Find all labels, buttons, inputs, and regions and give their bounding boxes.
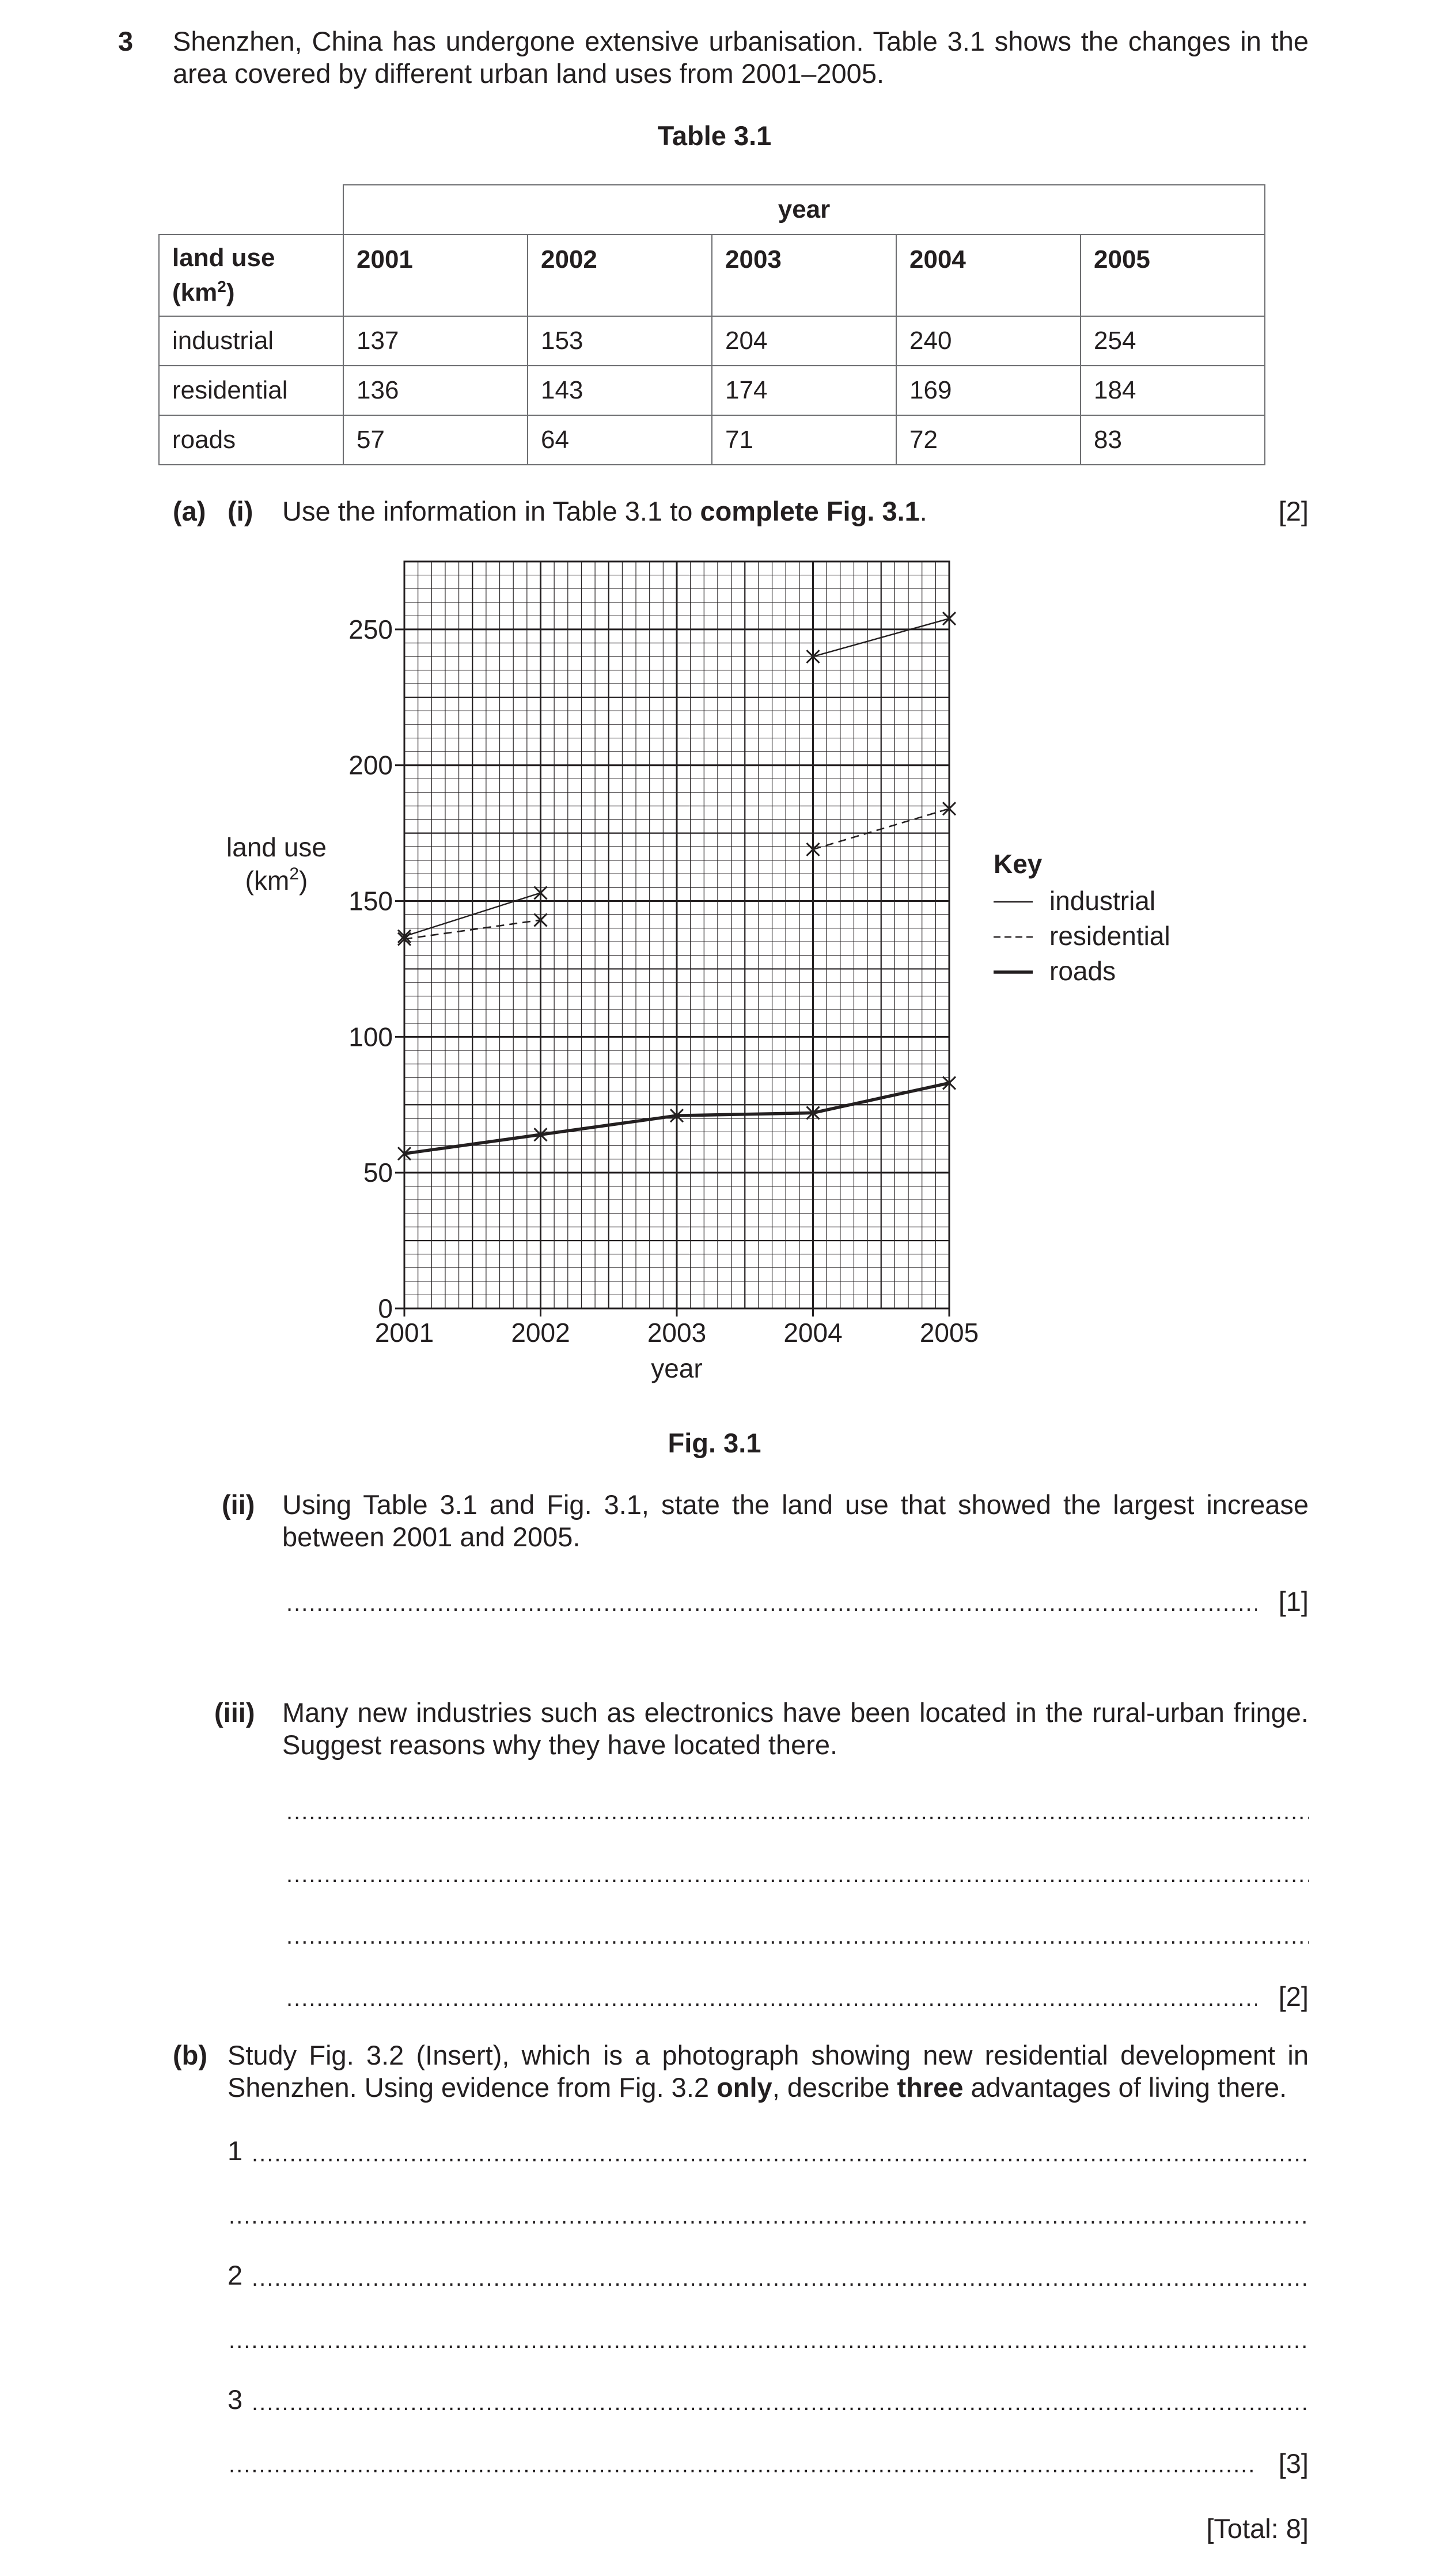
part-a-iii-marks: [2] — [1278, 1981, 1309, 2012]
answer-line[interactable] — [252, 2262, 1309, 2294]
year-col-2001: 2001 — [343, 234, 528, 316]
chart-legend-title: Key — [994, 849, 1043, 879]
table-cell: 169 — [896, 366, 1081, 415]
y-tick-label: 50 — [363, 1158, 393, 1188]
year-col-2002: 2002 — [528, 234, 712, 316]
table-cell: 57 — [343, 415, 528, 465]
answer-number-3: 3 — [228, 2384, 243, 2415]
year-col-2004: 2004 — [896, 234, 1081, 316]
y-tick-label: 0 — [378, 1293, 393, 1323]
answer-line[interactable] — [286, 1920, 1309, 1952]
answer-line[interactable] — [286, 1982, 1257, 2014]
part-b-text — [228, 2039, 1309, 2104]
part-a-i-label: (i) — [228, 496, 253, 526]
table-cell: 137 — [343, 316, 528, 366]
part-a-i-text-bold: complete Fig. 3.1 — [700, 496, 920, 526]
part-a-i-text-before: Use the information in Table 3.1 to — [282, 496, 700, 526]
row-label-roads: roads — [159, 415, 343, 465]
part-b-text-2: , describe — [772, 2072, 897, 2103]
part-a-label: (a) — [173, 496, 206, 526]
chart-x-axis-label: year — [651, 1353, 703, 1383]
chart-legend — [994, 849, 1170, 986]
answer-number-1: 1 — [228, 2135, 243, 2166]
chart-y-axis-label-main: land use — [226, 832, 327, 862]
x-tick-label: 2005 — [919, 1318, 979, 1348]
table-cell: 64 — [528, 415, 712, 465]
row-header-unit-sup: 2 — [217, 277, 226, 295]
answer-line[interactable] — [286, 1796, 1309, 1828]
row-label-residential: residential — [159, 366, 343, 415]
table-cell: 254 — [1081, 316, 1265, 366]
chart-y-axis-label-unit — [245, 864, 308, 896]
chart-y-axis-label-unit-open: (km — [245, 866, 290, 896]
part-b-text-bold-1: only — [717, 2072, 772, 2103]
y-tick-label: 150 — [348, 886, 393, 916]
table-cell: 153 — [528, 316, 712, 366]
legend-label-roads: roads — [1049, 956, 1116, 986]
answer-line[interactable] — [286, 1587, 1257, 1619]
table-cell: 174 — [712, 366, 896, 415]
table-cell: 204 — [712, 316, 896, 366]
part-a-ii-text: Using Table 3.1 and Fig. 3.1, state the land use that showed the largest increase between 2001 and 2005. — [282, 1489, 1309, 1552]
answer-line[interactable] — [229, 2200, 1309, 2232]
table-cell: 240 — [896, 316, 1081, 366]
answer-line[interactable] — [252, 2387, 1309, 2419]
table-cell: 71 — [712, 415, 896, 465]
question-number: 3 — [118, 26, 134, 56]
row-header-main: land use — [172, 243, 275, 272]
part-b-text-bold-2: three — [897, 2072, 964, 2103]
answer-line[interactable] — [229, 2449, 1257, 2481]
x-tick-label: 2002 — [511, 1318, 570, 1348]
table-cell: 83 — [1081, 415, 1265, 465]
part-a-i-marks: [2] — [1278, 496, 1309, 526]
chart-x-ticks — [375, 1308, 979, 1348]
chart-y-axis-label-unit-close: ) — [299, 866, 308, 896]
part-a-iii-text: Many new industries such as electronics have been located in the rural-urban fringe. Suggest reasons why they have located there. — [282, 1697, 1309, 1760]
y-tick-label: 200 — [348, 750, 393, 780]
total-marks: [Total: 8] — [1206, 2513, 1309, 2544]
part-a-iii-label: (iii) — [214, 1697, 255, 1728]
row-header-unit-open: (km — [172, 278, 218, 307]
answer-line[interactable] — [229, 2324, 1309, 2357]
x-tick-label: 2004 — [783, 1318, 843, 1348]
legend-label-industrial: industrial — [1049, 886, 1156, 916]
y-tick-label: 250 — [348, 614, 393, 644]
part-a-ii-marks: [1] — [1278, 1586, 1309, 1617]
question-intro: Shenzhen, China has undergone extensive urbanisation. Table 3.1 shows the changes in the area covered by different urban land uses from 2001–2005. — [173, 26, 1309, 89]
legend-label-residential: residential — [1049, 921, 1170, 951]
part-b-text-3: advantages of living there. — [963, 2072, 1287, 2103]
part-b-text-1: Study Fig. 3.2 (Insert), which is a photograph showing new residential development in Shenzhen. Using evidence from Fig. 3.2 — [228, 2040, 1309, 2103]
answer-number-2: 2 — [228, 2260, 243, 2290]
answer-line[interactable] — [252, 2138, 1309, 2170]
x-tick-label: 2003 — [647, 1318, 707, 1348]
answer-line[interactable] — [286, 1858, 1309, 1891]
part-b-label: (b) — [173, 2040, 208, 2070]
chart-y-axis-label-unit-sup: 2 — [289, 864, 299, 883]
year-header: year — [343, 185, 1265, 234]
row-label-industrial: industrial — [159, 316, 343, 366]
year-col-2005: 2005 — [1081, 234, 1265, 316]
row-header-unit-close: ) — [226, 278, 235, 307]
table-cell: 72 — [896, 415, 1081, 465]
table-cell: 143 — [528, 366, 712, 415]
part-a-i-text-after: . — [919, 496, 927, 526]
chart-title: Fig. 3.1 — [668, 1428, 761, 1458]
chart-y-ticks — [348, 614, 404, 1323]
part-b-marks: [3] — [1278, 2448, 1309, 2479]
part-a-ii-label: (ii) — [222, 1489, 255, 1520]
table-title: Table 3.1 — [657, 120, 772, 151]
table-cell: 136 — [343, 366, 528, 415]
table-cell: 184 — [1081, 366, 1265, 415]
x-tick-label: 2001 — [374, 1318, 434, 1348]
year-col-2003: 2003 — [712, 234, 896, 316]
y-tick-label: 100 — [348, 1022, 393, 1052]
